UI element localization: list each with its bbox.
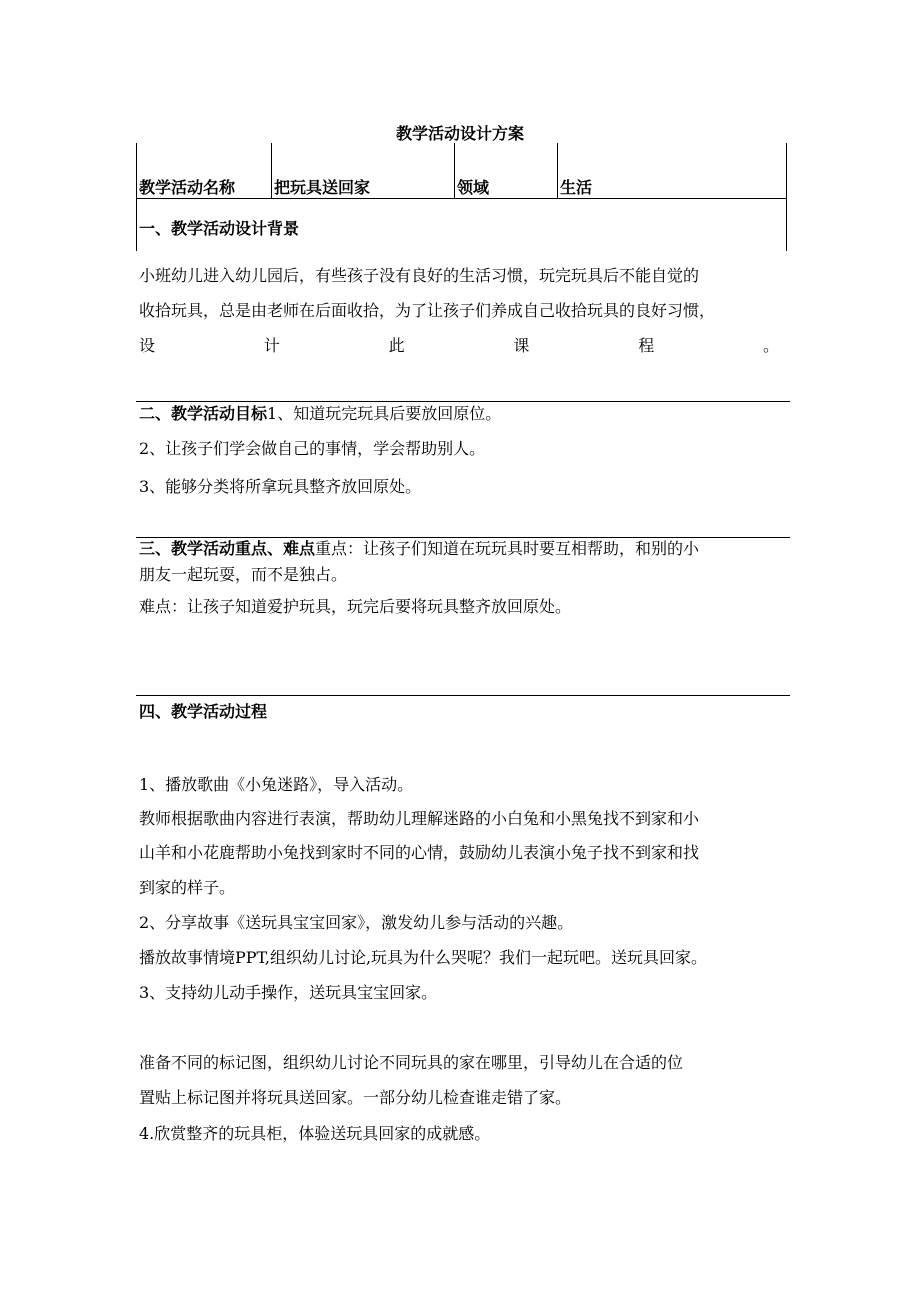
section3-heading: 三、教学活动重点、难点 xyxy=(139,539,316,558)
section4-line-9: 置贴上标记图并将玩具送回家。一部分幼儿检查谁走错了家。 xyxy=(139,1088,572,1107)
activity-name-label: 教学活动名称 xyxy=(139,178,236,197)
section4-line-7: 3、支持幼儿动手操作，送玩具宝宝回家。 xyxy=(139,983,438,1002)
section4-rule xyxy=(136,695,790,696)
field-value: 生活 xyxy=(560,178,593,197)
spread-char: 计 xyxy=(263,336,280,355)
section2-line-3: 3、能够分类将所拿玩具整齐放回原处。 xyxy=(139,477,422,496)
section1-heading: 一、教学活动设计背景 xyxy=(139,219,300,238)
section3-key-point: 重点：让孩子们知道在玩玩具时要互相帮助，和别的小 xyxy=(315,539,700,558)
section4-heading: 四、教学活动过程 xyxy=(139,702,268,721)
field-label: 领域 xyxy=(457,178,490,197)
section4-line-2: 教师根据歌曲内容进行表演，帮助幼儿理解迷路的小白兔和小黑兔找不到家和小 xyxy=(139,809,700,828)
section4-line-10: 4.欣赏整齐的玩具柜，体验送玩具回家的成就感。 xyxy=(139,1124,491,1143)
table-border-right xyxy=(786,143,787,251)
spread-char: 程 xyxy=(638,336,655,355)
table-row-divider xyxy=(136,198,787,199)
table-divider-3 xyxy=(557,143,558,199)
section4-line-6: 播放故事情境PPT,组织幼儿讨论,玩具为什么哭呢？我们一起玩吧。送玩具回家。 xyxy=(139,948,708,967)
section1-line-3 xyxy=(139,333,779,356)
page-title: 教学活动设计方案 xyxy=(395,124,524,143)
section2-heading: 二、教学活动目标 xyxy=(139,404,268,423)
section2-goal-1: 1、知道玩完玩具后要放回原位。 xyxy=(267,404,502,423)
section1-line-2: 收拾玩具，总是由老师在后面收拾，为了让孩子们养成自己收拾玩具的良好习惯， xyxy=(139,301,716,320)
section1-line-1: 小班幼儿进入幼儿园后，有些孩子没有良好的生活习惯，玩完玩具后不能自觉的 xyxy=(139,266,700,285)
table-divider-1 xyxy=(271,143,272,199)
section2-line-2: 2、让孩子们学会做自己的事情，学会帮助别人。 xyxy=(139,439,486,458)
section4-line-8: 准备不同的标记图，组织幼儿讨论不同玩具的家在哪里，引导幼儿在合适的位 xyxy=(139,1053,684,1072)
spread-char: 。 xyxy=(762,336,779,355)
table-border-left xyxy=(136,143,137,251)
spread-char: 此 xyxy=(388,336,405,355)
table-divider-2 xyxy=(454,143,455,199)
section3-line-2: 朋友一起玩耍，而不是独占。 xyxy=(139,565,348,584)
spread-char: 课 xyxy=(513,336,530,355)
spread-char: 设 xyxy=(139,336,156,355)
activity-name-value: 把玩具送回家 xyxy=(274,178,371,197)
section2-first-line xyxy=(139,398,501,429)
section4-line-3: 山羊和小花鹿帮助小兔找到家时不同的心情，鼓励幼儿表演小兔子找不到家和找 xyxy=(139,843,700,862)
section3-line-3: 难点：让孩子知道爱护玩具，玩完后要将玩具整齐放回原处。 xyxy=(139,597,572,616)
section4-line-4: 到家的样子。 xyxy=(139,878,236,897)
section4-line-5: 2、分享故事《送玩具宝宝回家》，激发幼儿参与活动的兴趣。 xyxy=(139,913,574,932)
section4-line-1: 1、播放歌曲《小兔迷路》，导入活动。 xyxy=(139,775,414,794)
